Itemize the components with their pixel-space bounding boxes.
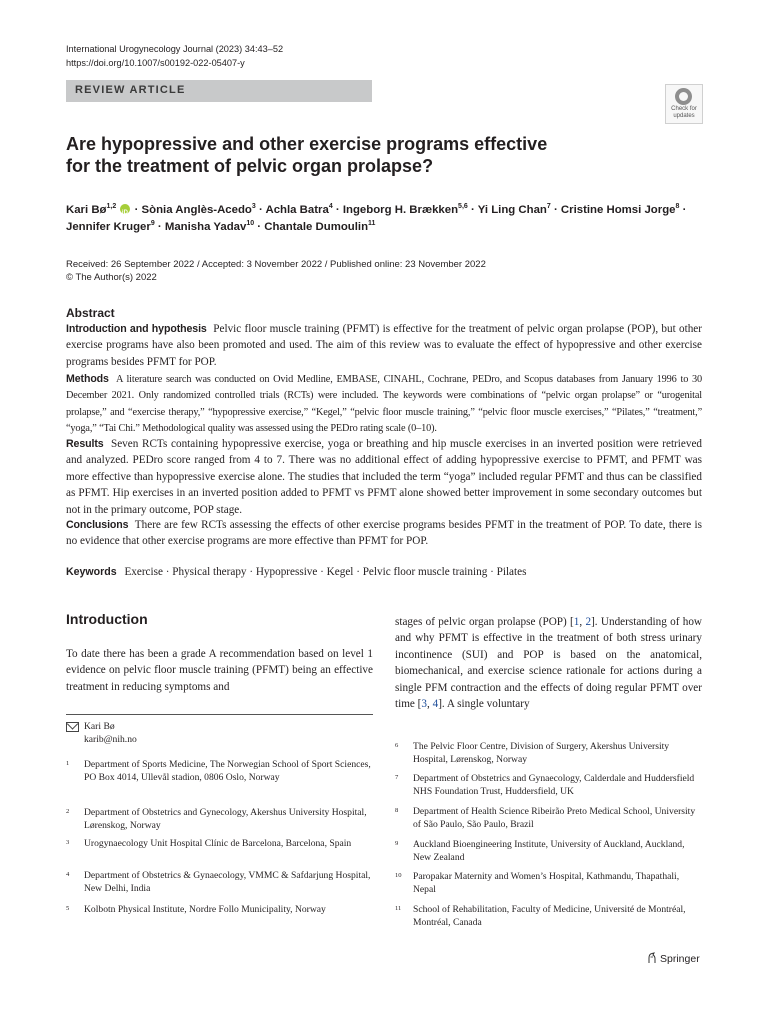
abstract-section-text: Pelvic floor muscle training (PFMT) is effective for the treatment of pelvic organ prolapse (POP), but other exercise programs have also been promoted and used. The aim of this review was to evaluate the effect of hypopressive and other exercise programs besides PFMT for POP. (66, 323, 702, 368)
check-for-updates-label: Check for updates (671, 106, 697, 119)
author-name: Manisha Yadav (164, 221, 247, 233)
orcid-icon[interactable] (120, 204, 130, 214)
author-list: Kari Bø$^{1,2}$ iD · Sònia Anglès-Acedo$^3$ · Achla Batra$^4$ · Ingeborg H. Brækken$^{5,6}$ · Yi Ling Chan$^7$ · Cristine Homsi Jorge$^8$ · Jennifer Kruger$^9$ · Manisha Yadav$^{10}$ · Chantale Dumoulin$^{11}$ (66, 202, 706, 236)
affiliation-text: Auckland Bioengineering Institute, University of Auckland, Auckland, New Zealand (413, 839, 685, 863)
body-text: , (579, 616, 586, 628)
author-affiliation: 1,2 (106, 203, 117, 211)
corresponding-author-name: Kari Bø (84, 721, 115, 732)
affiliation-text: Urogynaecology Unit Hospital Clínic de Barcelona, Barcelona, Spain (84, 838, 352, 849)
author-name: Cristine Homsi Jorge (560, 204, 676, 216)
article-title (66, 133, 686, 177)
affiliation-text: School of Rehabilitation, Faculty of Medicine, Université de Montréal, Montréal, Canada (413, 904, 686, 928)
citation-link[interactable]: 2 (585, 616, 592, 628)
publisher-logo (647, 952, 700, 965)
introduction-heading: Introduction (66, 611, 148, 627)
citation-link[interactable]: 4 (432, 698, 439, 711)
article-type-label: REVIEW ARTICLE (75, 84, 186, 96)
check-for-updates-badge[interactable] (665, 84, 703, 124)
citation-link[interactable]: 1 (573, 616, 580, 628)
springer-horse-icon (647, 952, 657, 964)
abstract-conclusions (66, 517, 702, 550)
author-affiliation: 4 (328, 203, 333, 211)
author-affiliation: 3 (251, 203, 256, 211)
title-line-2: for the treatment of pelvic organ prolapse? (66, 156, 434, 176)
affiliation-text: Paropakar Maternity and Women’s Hospital, Kathmandu, Thapathali, Nepal (413, 871, 680, 895)
journal-citation: International Urogynecology Journal (2023) 34:43–52 (66, 44, 284, 54)
author-name: Chantale Dumoulin (264, 221, 369, 233)
affiliation-text: The Pelvic Floor Centre, Division of Surgery, Akershus University Hospital, Lørenskog, Norway (413, 741, 670, 765)
affiliation-text: Department of Obstetrics and Gynaecology, Calderdale and Huddersfield NHS Foundation Trust, Huddersfield, UK (413, 773, 695, 797)
author-affiliation: 11 (368, 220, 376, 228)
title-line-1: Are hypopressive and other exercise programs effective (66, 134, 548, 154)
body-text: ]. A single voluntary (438, 698, 530, 711)
doi-link[interactable]: https://doi.org/10.1007/s00192-022-05407-y (66, 58, 245, 68)
affiliation-number: 3 (66, 839, 70, 846)
abstract-introduction (66, 321, 702, 370)
abstract-results (66, 436, 702, 518)
author-affiliation: 10 (246, 220, 255, 228)
body-text: , (427, 698, 433, 711)
affiliation-number: 2 (66, 808, 70, 815)
abstract-section-label: Conclusions (66, 519, 129, 531)
abstract-section-label: Results (66, 438, 104, 450)
affiliation-text: Department of Health Science Ribeirão Preto Medical School, University of São Paulo, São Paulo, Brazil (413, 806, 696, 830)
received-accepted-dates: Received: 26 September 2022 / Accepted: 3 November 2022 (66, 259, 323, 270)
author-name: Ingeborg H. Brækken (342, 204, 459, 216)
publisher-name: Springer (660, 953, 700, 965)
introduction-text-right (395, 614, 702, 712)
article-type-banner (66, 80, 372, 102)
copyright-notice: © The Author(s) 2022 (66, 272, 157, 283)
affiliation-text: Department of Sports Medicine, The Norwegian School of Sport Sciences, PO Box 4014, Ullevål stadion, 0806 Oslo, Norway (84, 759, 371, 783)
affiliation-number: 6 (395, 742, 399, 749)
affiliation-text: Kolbotn Physical Institute, Nordre Follo Municipality, Norway (84, 904, 326, 915)
body-text: stages of pelvic organ prolapse (POP) [ (395, 616, 574, 628)
abstract-section-text: A literature search was conducted on Ovid Medline, EMBASE, CINAHL, Cochrane, PEDro, and Scopus databases from January 1996 to 30 December 2021. Only randomized controlled trials (RCTs) were included. The keywords were combinations of “pelvic organ prolapse” or “urogenital prolapse,” and “exercise therapy,” “hypopressive exercise,” “Kegel,” “pelvic floor muscle training,” “pelvic floor muscle exercises,” “Pilates,” “treatment,” “yoga,” “Tai Chi.” Methodological quality was assessed using the PEDro rating scale (0–10). (66, 374, 703, 435)
abstract-methods (66, 371, 702, 438)
corresponding-author-email[interactable]: karib@nih.no (84, 734, 137, 745)
published-date: / Published online: 23 November 2022 (322, 259, 486, 270)
author-affiliation: 8 (675, 203, 680, 211)
author-affiliation: 7 (546, 203, 551, 211)
author-name: Yi Ling Chan (477, 204, 547, 216)
keywords-label: Keywords (66, 566, 117, 578)
abstract-section-text: Seven RCTs containing hypopressive exercise, yoga or breathing and hip muscle exercises in an inverted position were retrieved and analyzed. PEDro score ranged from 4 to 7. There was no additional effect of adding hypopressive exercise to PFMT, and PFMT was more effective than hypopressive exercise alone. The studies that included the term “yoga” included regular PFMT and thus can be classified as PFMT. Hip exercises in an inverted position added to PFMT vs PFMT alone showed better improvement in some secondary outcomes but not in the primary outcome, POP stage. (66, 438, 703, 516)
keywords-list: Exercise · Physical therapy · Hypopressive · Kegel · Pelvic floor muscle training · Pilates (124, 566, 527, 578)
affiliation-number: 1 (66, 760, 70, 767)
affiliation-text: Department of Obstetrics and Gynecology, Akershus University Hospital, Lørenskog, Norway (84, 807, 367, 831)
footnote-divider (66, 714, 373, 715)
author-name: Achla Batra (265, 204, 329, 216)
body-text: ]. Understanding of how and why PFMT is effective in the treatment of both stress urinary incontinence (SUI) and POP is based on the anatomical, biomechanical, and exercise science rationale for actions during a single PFM contraction and the effects of doing regular PFMT over time [ (395, 616, 703, 711)
affiliation-number: 8 (395, 807, 399, 814)
affiliation-text: Department of Obstetrics & Gynaecology, VMMC & Safdarjung Hospital, New Delhi, India (84, 870, 371, 894)
abstract-section-label: Introduction and hypothesis (66, 323, 207, 335)
publication-dates (66, 258, 486, 284)
affiliation-number: 9 (395, 840, 399, 847)
abstract-section-text: There are few RCTs assessing the effects of other exercise programs besides PFMT in the treatment of POP. To date, there is no evidence that other exercise programs are more effective than PFMT for POP. (66, 519, 702, 548)
introduction-text-left: To date there has been a grade A recommendation based on level 1 evidence on pelvic floor muscle training (PFMT) being an effective treatment in reducing symptoms and (66, 648, 373, 693)
affiliation-number: 5 (66, 905, 70, 912)
abstract-heading: Abstract (66, 306, 115, 320)
envelope-icon (66, 722, 79, 732)
journal-header (66, 42, 283, 70)
abstract-section-label: Methods (66, 373, 109, 385)
author-name: Jennifer Kruger (66, 221, 151, 233)
affiliation-number: 11 (395, 905, 402, 912)
citation-link[interactable]: 3 (421, 698, 428, 711)
keywords (66, 566, 706, 578)
affiliation-number: 7 (395, 774, 399, 781)
affiliation-number: 10 (395, 872, 402, 879)
author-affiliation: 9 (150, 220, 155, 228)
author-affiliation: 5,6 (458, 203, 468, 211)
author-name: Kari Bø (66, 204, 107, 216)
update-icon (675, 88, 692, 105)
author-name: Sònia Anglès-Acedo (141, 204, 252, 216)
affiliation-number: 4 (66, 871, 70, 878)
